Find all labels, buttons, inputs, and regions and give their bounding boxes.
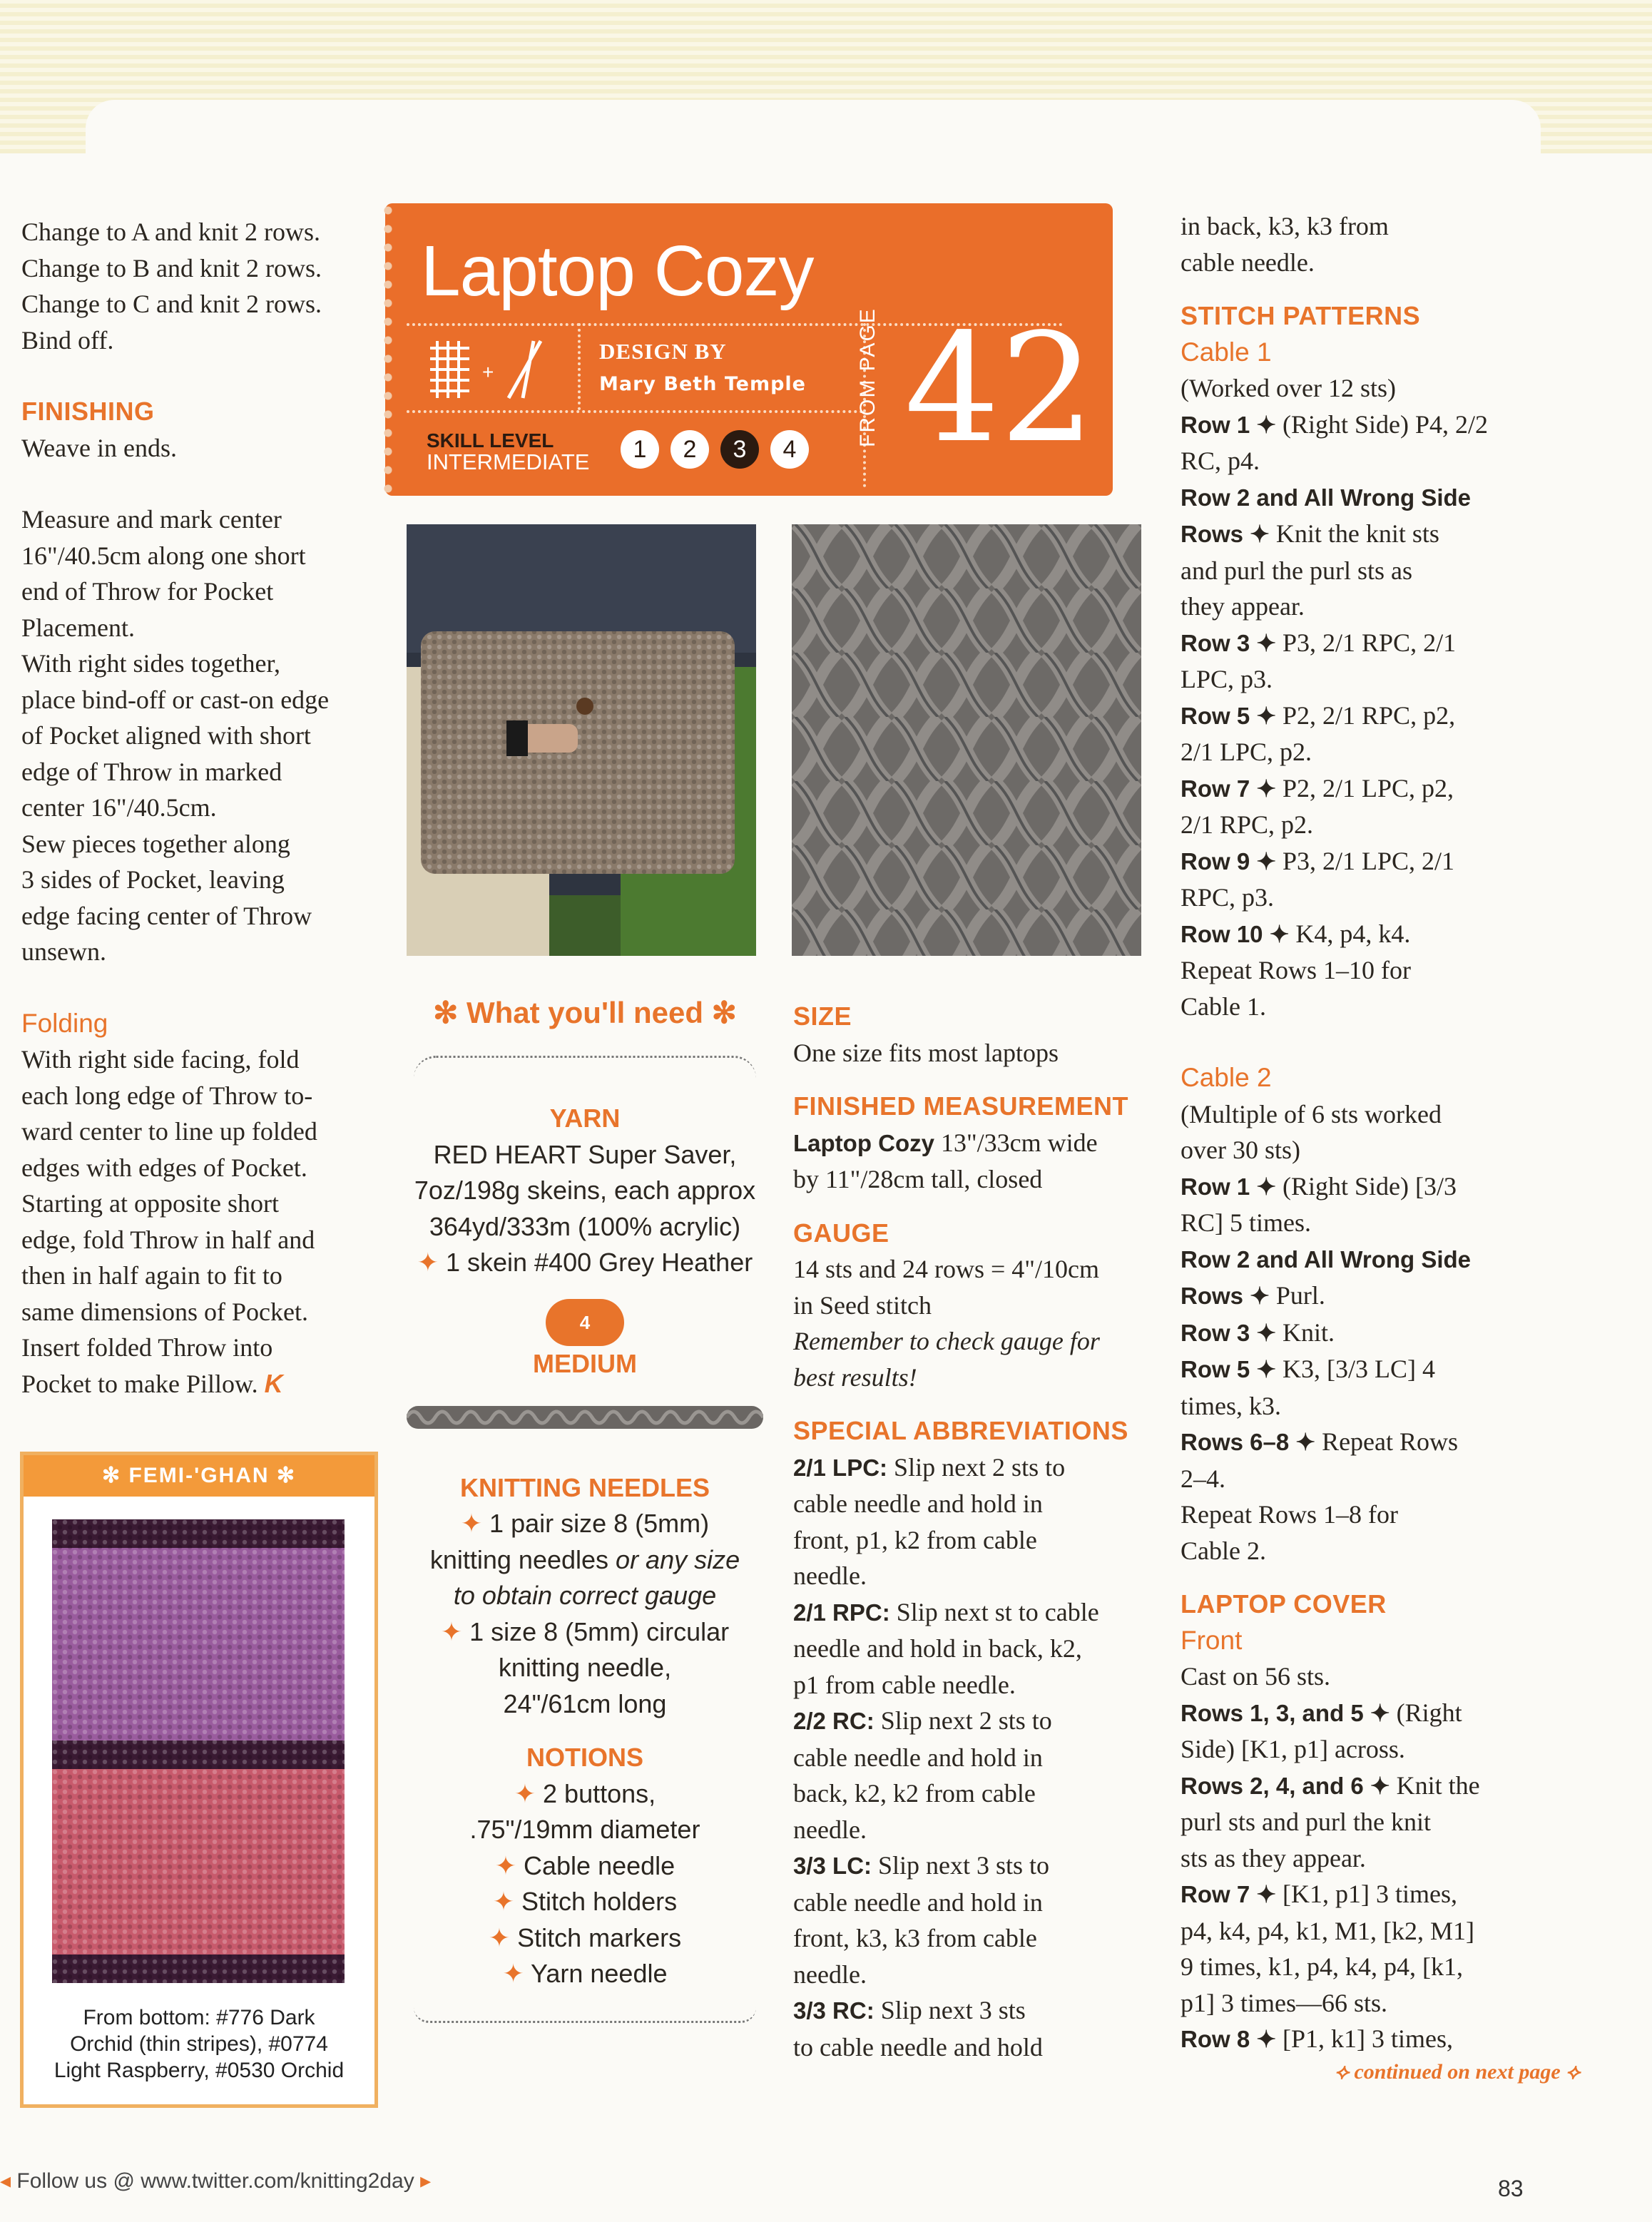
caption-line: Orchid (thin stripes), #0774 xyxy=(70,2032,328,2056)
size-heading: SIZE xyxy=(793,1002,852,1031)
footer-follow[interactable]: ◂ Follow us @ www.twitter.com/knitting2day ▸ xyxy=(0,2169,432,2193)
needles-line: ✦ 1 pair size 8 (5mm) xyxy=(460,1509,710,1538)
needles-line: knitting needle, xyxy=(498,1653,672,1682)
row-text: Purl. xyxy=(1269,1281,1325,1310)
row-text: Repeat Rows xyxy=(1315,1427,1459,1456)
instruction-row xyxy=(1181,1315,1580,1352)
row-text: Knit the xyxy=(1390,1770,1480,1800)
notion-text: Yarn needle xyxy=(531,1959,668,1988)
row-text: (Right Side) [3/3 xyxy=(1276,1171,1457,1201)
abbr-item xyxy=(793,1594,1164,1631)
yarn-skein-text: 1 skein #400 Grey Heather xyxy=(445,1248,753,1277)
what-you-need xyxy=(399,992,770,2023)
needles-line xyxy=(399,1578,770,1614)
measure-line: end of Throw for Pocket xyxy=(21,577,274,606)
notion-item: ✦ 2 buttons, xyxy=(514,1778,656,1808)
folding-line: ward center to line up folded xyxy=(21,1117,317,1146)
abbr-text: needle. xyxy=(793,1561,867,1590)
row-label: Row 10 ✦ xyxy=(1181,920,1290,947)
notion-item: .75"/19mm diameter xyxy=(469,1815,700,1844)
row-text: RC, p4. xyxy=(1181,447,1260,475)
brace-divider xyxy=(414,1992,756,2023)
laptop-cozy-photo xyxy=(407,524,756,956)
femighan-swatch xyxy=(52,1519,345,1983)
notion-item: ✦ Yarn needle xyxy=(502,1959,668,1988)
row-text: (Right Side) P4, 2/2 xyxy=(1276,409,1489,439)
needles-4: 1 size 8 (5mm) circular xyxy=(469,1616,730,1646)
row-text: 2/1 RPC, p2. xyxy=(1181,810,1314,839)
abbr-text: Slip next st to cable xyxy=(889,1597,1099,1626)
skill-label: SKILL LEVEL xyxy=(427,429,554,452)
yarn-weight-icon: 4 xyxy=(546,1299,624,1346)
fm-text: 13"/33cm wide xyxy=(934,1128,1098,1157)
row-label: Row 1 ✦ xyxy=(1181,1173,1276,1200)
row-label: Rows 1, 3, and 5 ✦ xyxy=(1181,1699,1390,1726)
row-text: purl sts and purl the knit xyxy=(1181,1808,1431,1836)
finishing-heading: FINISHING xyxy=(21,397,155,426)
instruction-row xyxy=(1181,1351,1580,1388)
intro-line: Change to A and knit 2 rows. xyxy=(21,218,320,246)
folding-line: edges with edges of Pocket. xyxy=(21,1153,307,1182)
level-2-badge: 2 xyxy=(671,430,709,469)
cast-on: Cast on 56 sts. xyxy=(1181,1662,1331,1691)
notion-item: ✦ Stitch holders xyxy=(492,1887,678,1916)
design-by-label: DESIGN BY xyxy=(599,339,727,364)
abbr-text: cable needle and hold in xyxy=(793,1489,1043,1518)
row-text: and purl the purl sts as xyxy=(1181,556,1412,585)
needles-heading: KNITTING NEEDLES xyxy=(459,1472,710,1502)
femighan-title-bar: ✻ FEMI-'GHAN ✻ xyxy=(24,1455,374,1497)
laptop-cover-heading: LAPTOP COVER xyxy=(1181,1589,1387,1619)
abbr-text: Slip next 3 sts to xyxy=(872,1851,1050,1880)
stitch-patterns-heading: STITCH PATTERNS xyxy=(1181,301,1421,330)
folding-line: same dimensions of Pocket. xyxy=(21,1297,308,1326)
measure-line: edge facing center of Throw xyxy=(21,901,312,930)
middle-column xyxy=(793,999,1164,2065)
needles-line xyxy=(399,1542,770,1579)
abbr-term: 3/3 LC: xyxy=(793,1852,872,1879)
intro-line: Change to C and knit 2 rows. xyxy=(21,290,322,318)
cont-line: in back, k3, k3 from xyxy=(1181,212,1389,240)
yarn-heading: YARN xyxy=(549,1104,621,1133)
skill-value: INTERMEDIATE xyxy=(427,449,590,474)
yarn-line: 7oz/198g skeins, each approx xyxy=(414,1176,756,1205)
row-label: Rows 2, 4, and 6 ✦ xyxy=(1181,1772,1390,1799)
cable2-rows xyxy=(1181,1168,1580,1497)
measure-line: of Pocket aligned with short xyxy=(21,721,311,750)
gauge-line: Remember to check gauge for xyxy=(793,1327,1100,1355)
notion-text: Stitch markers xyxy=(517,1922,682,1952)
measure-line: 16"/40.5cm along one short xyxy=(21,541,306,570)
instruction-row xyxy=(1181,625,1580,662)
instruction-row xyxy=(1181,516,1580,553)
measure-line: place bind-off or cast-on edge xyxy=(21,685,330,714)
yarn-line: 364yd/333m (100% acrylic) xyxy=(429,1211,741,1241)
level-1-badge: 1 xyxy=(621,430,659,469)
end-mark-icon: K xyxy=(264,1368,283,1398)
row-text: p1] 3 times—66 sts. xyxy=(1181,1988,1388,2017)
folding-line: edge, fold Throw in half and xyxy=(21,1225,315,1254)
abbr-heading: SPECIAL ABBREVIATIONS xyxy=(793,1416,1128,1445)
row-text: RC] 5 times. xyxy=(1181,1208,1312,1237)
yarn-strand-image xyxy=(407,1403,763,1432)
cable2-worked: (Multiple of 6 sts worked xyxy=(1181,1099,1442,1128)
abbr-term: 3/3 RC: xyxy=(793,1997,875,2024)
row-text: (Right xyxy=(1390,1698,1462,1727)
cable2-worked: over 30 sts) xyxy=(1181,1136,1300,1164)
cont-line: cable needle. xyxy=(1181,248,1315,277)
need-heading-text: What you'll need xyxy=(466,996,703,1029)
instruction-row xyxy=(1181,1278,1580,1315)
abbr-text: Slip next 3 sts xyxy=(874,1996,1026,2024)
title-banner xyxy=(385,203,1113,496)
abbr-text: Slip next 2 sts to xyxy=(874,1706,1052,1735)
notion-text: Cable needle xyxy=(524,1850,675,1880)
row-label: Row 5 ✦ xyxy=(1181,1356,1276,1382)
row-label: Row 3 ✦ xyxy=(1181,1319,1276,1346)
femighan-box xyxy=(20,1452,378,2108)
row-label: Row 2 and All Wrong Side xyxy=(1181,484,1472,511)
abbr-term: 2/1 LPC: xyxy=(793,1454,888,1481)
measure-line: 3 sides of Pocket, leaving xyxy=(21,865,285,894)
measure-line: center 16"/40.5cm. xyxy=(21,793,217,822)
instruction-row xyxy=(1181,1768,1580,1805)
gauge-line: 14 sts and 24 rows = 4"/10cm xyxy=(793,1255,1099,1283)
needles-2: knitting needles xyxy=(429,1544,609,1574)
folding-line xyxy=(21,1366,378,1402)
abbr-term: 2/2 RC: xyxy=(793,1708,875,1734)
yarn-line: RED HEART Super Saver, xyxy=(433,1139,737,1169)
row-label: Row 8 ✦ xyxy=(1181,2026,1276,2052)
measure-line: Measure and mark center xyxy=(21,505,282,534)
front-heading: Front xyxy=(1181,1625,1243,1655)
row-text: K4, p4, k4. xyxy=(1289,919,1411,948)
cable1-worked: (Worked over 12 sts) xyxy=(1181,374,1397,402)
row-label: Row 7 ✦ xyxy=(1181,1881,1276,1907)
gauge-line: best results! xyxy=(793,1362,917,1392)
fm-line: by 11"/28cm tall, closed xyxy=(793,1165,1043,1193)
instruction-row xyxy=(1181,1424,1580,1461)
instruction-row xyxy=(1181,1241,1580,1278)
notion-item: ✦ Stitch markers xyxy=(488,1922,682,1952)
abbr-item xyxy=(793,1848,1164,1885)
row-text: [K1, p1] 3 times, xyxy=(1276,1880,1457,1908)
fm-bold: Laptop Cozy xyxy=(793,1129,934,1156)
row-label: Rows ✦ xyxy=(1181,521,1270,547)
brace-divider xyxy=(414,1056,756,1101)
instruction-row xyxy=(1181,1168,1580,1206)
row-text: Knit. xyxy=(1276,1318,1335,1347)
knit-needles-icon xyxy=(427,337,569,402)
left-column xyxy=(21,214,378,1402)
instruction-row xyxy=(1181,843,1580,880)
continued-note: ⟡ continued on next page ⟡ xyxy=(1335,2059,1580,2084)
row-label: Row 2 and All Wrong Side xyxy=(1181,1245,1472,1273)
row-text: Side) [K1, p1] across. xyxy=(1181,1735,1405,1763)
row-label: Rows 6–8 ✦ xyxy=(1181,1429,1316,1455)
row-text: P2, 2/1 LPC, p2, xyxy=(1276,773,1454,802)
row-text: Knit the knit sts xyxy=(1269,519,1439,548)
cable1-repeat: Cable 1. xyxy=(1181,992,1266,1021)
row-text: times, k3. xyxy=(1181,1391,1281,1420)
svg-text:+: + xyxy=(482,361,494,383)
cable2-repeat: Cable 2. xyxy=(1181,1536,1266,1565)
instruction-row xyxy=(1181,1695,1580,1732)
abbr-text: to cable needle and hold xyxy=(793,2032,1043,2062)
cable2-heading: Cable 2 xyxy=(1181,1063,1272,1092)
row-label: Row 3 ✦ xyxy=(1181,629,1276,656)
row-label: Row 7 ✦ xyxy=(1181,775,1276,802)
abbr-text: Slip next 2 sts to xyxy=(887,1452,1066,1482)
page-title: Laptop Cozy xyxy=(421,231,814,311)
cable1-repeat: Repeat Rows 1–10 for xyxy=(1181,956,1411,984)
measure-line: Sew pieces together along xyxy=(21,829,290,858)
row-text: they appear. xyxy=(1181,592,1305,621)
folding-line: With right side facing, fold xyxy=(21,1045,300,1074)
row-text: P2, 2/1 RPC, p2, xyxy=(1276,700,1456,730)
measure-line: Placement. xyxy=(21,613,135,642)
notion-text: Stitch holders xyxy=(521,1887,678,1916)
measure-line: edge of Throw in marked xyxy=(21,757,282,786)
gauge-heading: GAUGE xyxy=(793,1218,889,1248)
row-label: Rows ✦ xyxy=(1181,1283,1270,1309)
from-page-number: 42 xyxy=(904,301,1096,476)
right-column xyxy=(1181,208,1580,2090)
fm-line xyxy=(793,1125,1164,1162)
femighan-title: FEMI-'GHAN xyxy=(128,1464,270,1487)
abbr-item xyxy=(793,1992,1164,2029)
folding-line: Starting at opposite short xyxy=(21,1189,279,1218)
size-text: One size fits most laptops xyxy=(793,1038,1059,1067)
measure-line: With right sides together, xyxy=(21,649,281,678)
intro-line: Change to B and knit 2 rows. xyxy=(21,253,322,282)
level-3-badge: 3 xyxy=(720,430,759,469)
abbr-text: needle and hold in back, k2, xyxy=(793,1634,1082,1663)
cable1-heading: Cable 1 xyxy=(1181,337,1272,367)
need-heading: ✻ What you'll need ✻ xyxy=(433,996,737,1029)
abbr-text: cable needle and hold in xyxy=(793,1743,1043,1772)
needles-1: 1 pair size 8 (5mm) xyxy=(489,1509,710,1538)
folding-last: Pocket to make Pillow. xyxy=(21,1369,258,1398)
row-text: K3, [3/3 LC] 4 xyxy=(1276,1355,1435,1383)
instruction-row xyxy=(1181,698,1580,735)
notion-item: ✦ Cable needle xyxy=(494,1850,675,1880)
caption-line: Light Raspberry, #0530 Orchid xyxy=(53,2059,345,2082)
row-text: 9 times, k1, p4, k4, p4, [k1, xyxy=(1181,1952,1463,1981)
page-number: 83 xyxy=(1498,2176,1524,2201)
instruction-row xyxy=(1181,916,1580,953)
continued-text: continued on next page xyxy=(1354,2059,1561,2084)
banner-edge xyxy=(381,203,395,496)
instruction-row xyxy=(1181,1876,1580,1913)
abbr-text: front, p1, k2 from cable xyxy=(793,1525,1037,1554)
abbr-list xyxy=(793,1449,1164,2066)
needles-2b: or any size xyxy=(616,1544,740,1574)
needles-3: to obtain correct gauge xyxy=(453,1581,717,1610)
follow-link[interactable]: Follow us @ www.twitter.com/knitting2day xyxy=(16,2169,414,2193)
weight-label: MEDIUM xyxy=(533,1348,637,1378)
row-text: RPC, p3. xyxy=(1181,883,1275,912)
needles-line: 24"/61cm long xyxy=(503,1688,667,1718)
button-icon xyxy=(576,698,593,715)
level-4-badge: 4 xyxy=(770,430,809,469)
abbr-text: cable needle and hold in xyxy=(793,1887,1043,1917)
abbr-text: front, k3, k3 from cable xyxy=(793,1924,1037,1952)
fm-heading: FINISHED MEASUREMENT xyxy=(793,1091,1129,1121)
row-label: Row 1 ✦ xyxy=(1181,411,1276,438)
abbr-text: needle. xyxy=(793,1815,867,1844)
abbr-text: p1 from cable needle. xyxy=(793,1670,1016,1699)
femighan-caption xyxy=(24,2004,374,2084)
row-text: P3, 2/1 RPC, 2/1 xyxy=(1276,628,1457,657)
abbr-item xyxy=(793,1449,1164,1487)
cable-swatch-photo xyxy=(792,524,1141,956)
row-label: Row 9 ✦ xyxy=(1181,847,1276,875)
caption-line: From bottom: #776 Dark xyxy=(83,2006,315,2029)
row-text: 2–4. xyxy=(1181,1464,1225,1493)
finishing-text: Weave in ends. xyxy=(21,433,178,462)
from-page-label: FROM PAGE xyxy=(856,307,879,447)
cable1-rows xyxy=(1181,407,1580,953)
instruction-row xyxy=(1181,770,1580,807)
row-text: sts as they appear. xyxy=(1181,1843,1366,1872)
cable2-repeat: Repeat Rows 1–8 for xyxy=(1181,1500,1398,1529)
instruction-row xyxy=(1181,407,1580,444)
row-label: Row 5 ✦ xyxy=(1181,702,1276,729)
needles-line: ✦ 1 size 8 (5mm) circular xyxy=(440,1616,730,1646)
row-text: 2/1 LPC, p2. xyxy=(1181,738,1312,766)
notions-heading: NOTIONS xyxy=(526,1743,643,1772)
abbr-text: needle. xyxy=(793,1959,867,1989)
folding-heading: Folding xyxy=(21,1008,108,1038)
folding-line: each long edge of Throw to- xyxy=(21,1081,313,1110)
folding-line: Insert folded Throw into xyxy=(21,1333,273,1362)
intro-line: Bind off. xyxy=(21,325,114,355)
abbr-item xyxy=(793,1703,1164,1740)
row-text: LPC, p3. xyxy=(1181,665,1273,693)
watch-icon xyxy=(506,720,528,756)
instruction-row xyxy=(1181,479,1580,516)
notion-text: 2 buttons, xyxy=(543,1778,656,1808)
gauge-line: in Seed stitch xyxy=(793,1290,932,1320)
row-text: P3, 2/1 LPC, 2/1 xyxy=(1276,846,1455,875)
row-text: [P1, k1] 3 times, xyxy=(1276,2024,1453,2053)
measure-line: unsewn. xyxy=(21,937,106,966)
yarn-skein: ✦ 1 skein #400 Grey Heather xyxy=(417,1248,753,1277)
folding-line: then in half again to fit to xyxy=(21,1261,282,1290)
skill-level xyxy=(427,430,590,473)
designer-name: Mary Beth Temple xyxy=(599,373,806,395)
abbr-text: back, k2, k2 from cable xyxy=(793,1779,1036,1808)
abbr-term: 2/1 RPC: xyxy=(793,1599,890,1626)
lc-rows xyxy=(1181,1695,1580,2058)
row-text: p4, k4, p4, k1, M1, [k2, M1] xyxy=(1181,1916,1474,1945)
